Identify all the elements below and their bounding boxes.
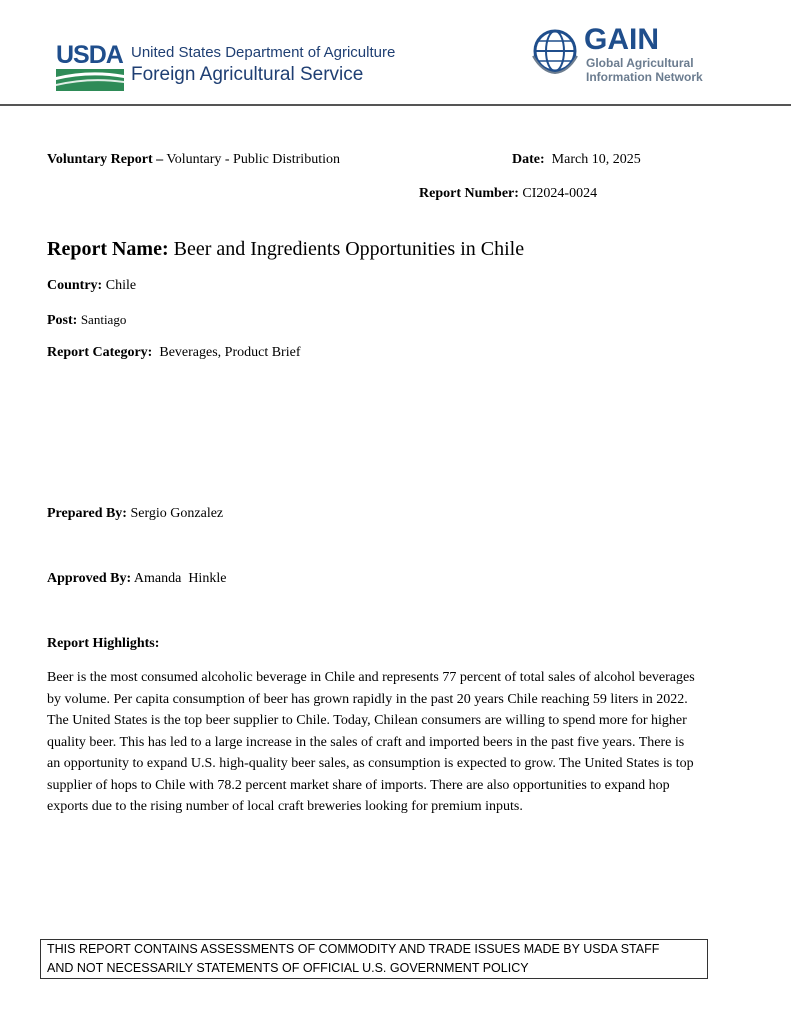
disclaimer-line2: AND NOT NECESSARILY STATEMENTS OF OFFICIAL U.S. GOVERNMENT POLICY xyxy=(47,960,529,975)
post-label: Post: xyxy=(47,313,78,328)
voluntary-value: Voluntary - Public Distribution xyxy=(166,152,340,167)
country-label: Country: xyxy=(47,278,103,293)
gain-subtitle xyxy=(586,56,703,84)
country-line xyxy=(47,278,136,294)
gain-subtitle-line2: Information Network xyxy=(586,70,703,84)
prepared-by-label: Prepared By: xyxy=(47,506,127,521)
category-line xyxy=(47,345,300,361)
approved-by-label: Approved By: xyxy=(47,571,132,586)
report-name-line xyxy=(47,238,524,261)
prepared-by-value: Sergio Gonzalez xyxy=(130,506,224,521)
gain-subtitle-line1: Global Agricultural xyxy=(586,56,694,70)
disclaimer-box xyxy=(40,939,708,979)
usda-acronym: USDA xyxy=(56,41,123,69)
report-number-line xyxy=(419,186,597,202)
approved-by-value: Amanda Hinkle xyxy=(133,571,227,586)
usda-logo xyxy=(56,42,124,90)
date-label: Date: xyxy=(512,152,545,167)
highlights-heading: Report Highlights: xyxy=(47,636,160,651)
prepared-by-line xyxy=(47,506,223,522)
date-line xyxy=(512,152,641,168)
category-label: Report Category: xyxy=(47,345,153,360)
report-number-value: CI2024-0024 xyxy=(522,186,598,201)
country-value: Chile xyxy=(105,278,137,293)
gain-title: GAIN xyxy=(584,23,659,56)
highlights-body: Beer is the most consumed alcoholic beverage in Chile and represents 77 percent of total sales of alcohol beverages by volume. Per capita consumption of beer has grown rapidly in the past 20 years Chile reaching 59 liters in 2022. The United States is the top beer supplier to Chile. Today, Chilean consumers are willing to spend more for higher quality beer. This has led to a large increase in the sales of craft and imported beers in the past five years. There is an opportunity to expand U.S. high-quality beer sales, as consumption is expected to grow. The United States is top supplier of hops to Chile with 78.2 percent market share of imports. There are also opportunities to expand hop exports due to the rising number of local craft breweries looking for premium inputs. xyxy=(47,670,695,814)
date-value: March 10, 2025 xyxy=(551,152,641,167)
header-divider xyxy=(0,104,791,106)
post-value: Santiago xyxy=(80,312,127,327)
agency-name: United States Department of Agriculture xyxy=(131,44,396,61)
usda-field-graphic xyxy=(56,69,124,91)
disclaimer-line1: THIS REPORT CONTAINS ASSESSMENTS OF COMMODITY AND TRADE ISSUES MADE BY USDA STAFF xyxy=(47,942,660,956)
category-value: Beverages, Product Brief xyxy=(159,345,301,360)
post-line xyxy=(47,312,126,329)
voluntary-label: Voluntary Report – xyxy=(47,152,164,167)
report-name-value: Beer and Ingredients Opportunities in Chile xyxy=(173,238,525,260)
agency-service-name: Foreign Agricultural Service xyxy=(131,64,364,85)
approved-by-line xyxy=(47,571,226,587)
globe-icon xyxy=(530,26,580,76)
voluntary-report-line xyxy=(47,152,340,168)
report-number-label: Report Number: xyxy=(419,186,519,201)
report-name-label: Report Name: xyxy=(47,238,169,260)
